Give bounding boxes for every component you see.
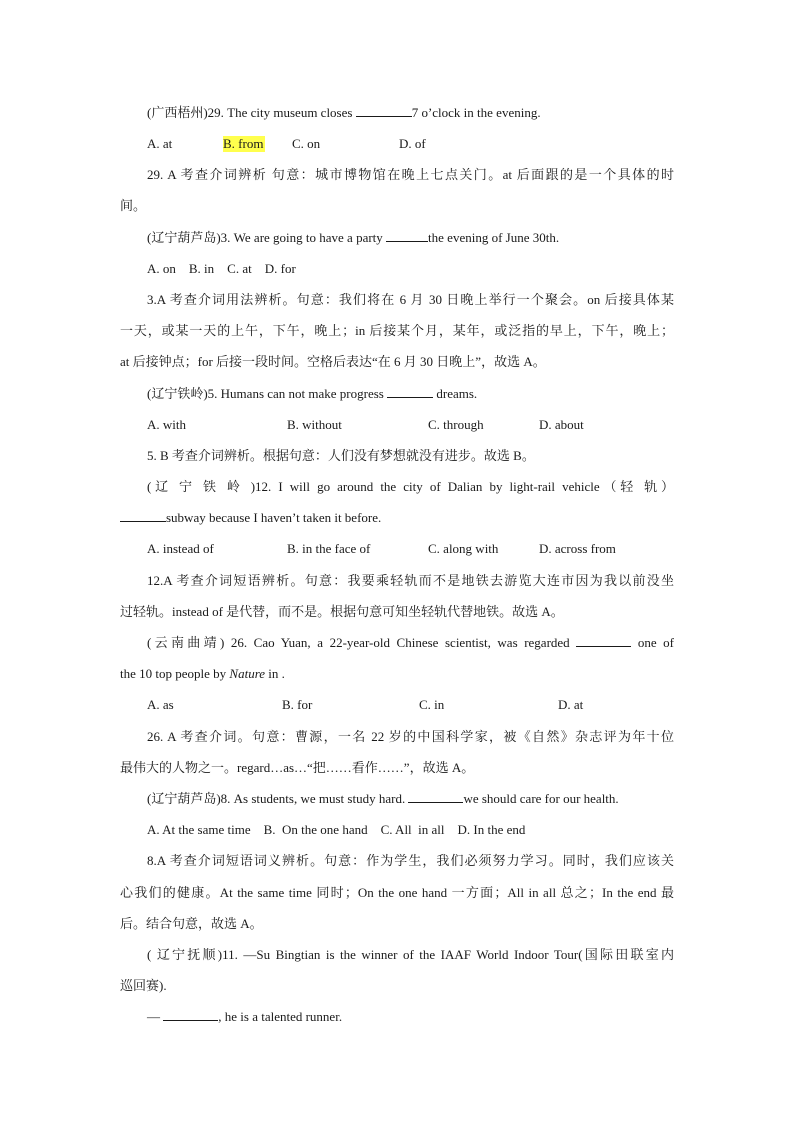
stem-text: , he is a talented runner. [218, 1009, 343, 1024]
option-a: A. at [147, 136, 173, 151]
answer-explanation-cont: 心我们的健康。At the same time 同时；On the one hand 一方面；All in all 总之；In the end 最 [120, 885, 674, 900]
stem-text: one of [631, 635, 674, 650]
option-c: C. on [292, 136, 321, 151]
option-c: C. in [419, 697, 445, 712]
answer-blank [163, 1020, 218, 1021]
option-a: A. with [147, 417, 186, 432]
question-source: (辽宁铁岭) [147, 386, 208, 401]
question-11-stem-cont: 巡回赛). [120, 978, 167, 993]
answer-explanation: 3.A 考查介词用法辨析。句意：我们将在 6 月 30 日晚上举行一个聚会。on 后接具体某 [147, 292, 674, 307]
journal-name: Nature [229, 666, 266, 681]
option-a: A. instead of [147, 541, 214, 556]
option-a: A. as [147, 697, 174, 712]
answer-blank [408, 802, 463, 803]
option-b: B. for [282, 697, 313, 712]
stem-text: in . [265, 666, 285, 681]
option-d: D. of [399, 136, 426, 151]
answer-explanation-cont: 最伟大的人物之一。regard…as…“把……看作……”，故选 A。 [120, 760, 475, 775]
stem-text: — [147, 1009, 164, 1024]
options-row: A. At the same time B. On the one hand C. All in all D. In the end [147, 822, 526, 837]
answer-explanation: 12.A 考查介词短语辨析。句意：我要乘轻轨而不是地铁去游览大连市因为我以前没坐 [147, 573, 674, 588]
question-12-stem: (辽 宁 铁 岭 )12. I will go around the city of Dalian by light-rail vehicle（轻 轨） [147, 479, 674, 494]
stem-text: subway because I haven’t taken it before. [166, 510, 382, 525]
question-29-stem [147, 105, 541, 121]
answer-explanation: 8.A 考查介词短语词义辨析。句意：作为学生，我们必须努力学习。同时，我们应该关 [147, 853, 674, 868]
question-11-response [147, 1009, 342, 1025]
options-row: A. on B. in C. at D. for [147, 261, 296, 276]
option-d: D. across from [539, 541, 616, 556]
question-5-stem [147, 386, 477, 402]
answer-explanation-cont: 过轻轨。instead of 是代替，而不是。根据句意可知坐轻轨代替地铁。故选 A。 [120, 604, 564, 619]
option-d: D. about [539, 417, 584, 432]
question-8-stem [147, 791, 619, 807]
stem-text: 3. We are going to have a party [220, 230, 387, 245]
stem-text: we should care for our health. [463, 791, 619, 806]
question-12-stem-cont [120, 510, 381, 526]
stem-text: 5. Humans can not make progress [207, 386, 388, 401]
answer-blank [120, 521, 166, 522]
option-c: C. through [428, 417, 484, 432]
question-26-stem [147, 635, 674, 651]
stem-text: 8. As students, we must study hard. [220, 791, 409, 806]
stem-text: 29. The city museum closes [207, 105, 356, 120]
answer-explanation: 26. A 考查介词。句意：曹源，一名 22 岁的中国科学家，被《自然》杂志评为年十位 [147, 729, 674, 744]
answer-blank [576, 646, 631, 647]
stem-text: 7 o’clock in the evening. [411, 105, 541, 120]
answer-blank [386, 241, 428, 242]
question-source: (辽宁葫芦岛) [147, 230, 221, 245]
option-b-highlighted: B. from [223, 136, 264, 151]
stem-text: the 10 top people by [120, 666, 230, 681]
answer-explanation-cont: at 后接钟点；for 后接一段时间。空格后表达“在 6 月 30 日晚上”，故选 A。 [120, 354, 546, 369]
answer-explanation-cont: 一天，或某一天的上午，下午，晚上；in 后接某个月，某年，或泛指的早上，下午，晚上； [120, 323, 674, 338]
answer-explanation: 5. B 考查介词辨析。根据句意：人们没有梦想就没有进步。故选 B。 [147, 448, 535, 463]
answer-blank [356, 116, 412, 117]
stem-text: dreams. [433, 386, 478, 401]
option-b: B. without [287, 417, 342, 432]
answer-explanation: 29. A 考查介词辨析 句意：城市博物馆在晚上七点关门。at 后面跟的是一个具体的时 [147, 167, 674, 182]
stem-text: the evening of June 30th. [428, 230, 560, 245]
option-b: B. in the face of [287, 541, 371, 556]
question-source: (辽宁葫芦岛) [147, 791, 221, 806]
option-c: C. along with [428, 541, 499, 556]
answer-explanation-cont: 间。 [120, 198, 147, 213]
question-26-stem-cont [120, 666, 285, 682]
question-3-stem [147, 230, 559, 246]
answer-explanation-cont: 后。结合句意，故选 A。 [120, 916, 263, 931]
question-11-stem: ( 辽宁抚顺)11. —Su Bingtian is the winner of the IAAF World Indoor Tour(国际田联室内 [147, 947, 674, 962]
option-d: D. at [558, 697, 584, 712]
question-source: (广西梧州) [147, 105, 208, 120]
stem-text: (云南曲靖) 26. Cao Yuan, a 22-year-old Chinese scientist, was regarded [147, 635, 577, 650]
answer-blank [387, 397, 433, 398]
